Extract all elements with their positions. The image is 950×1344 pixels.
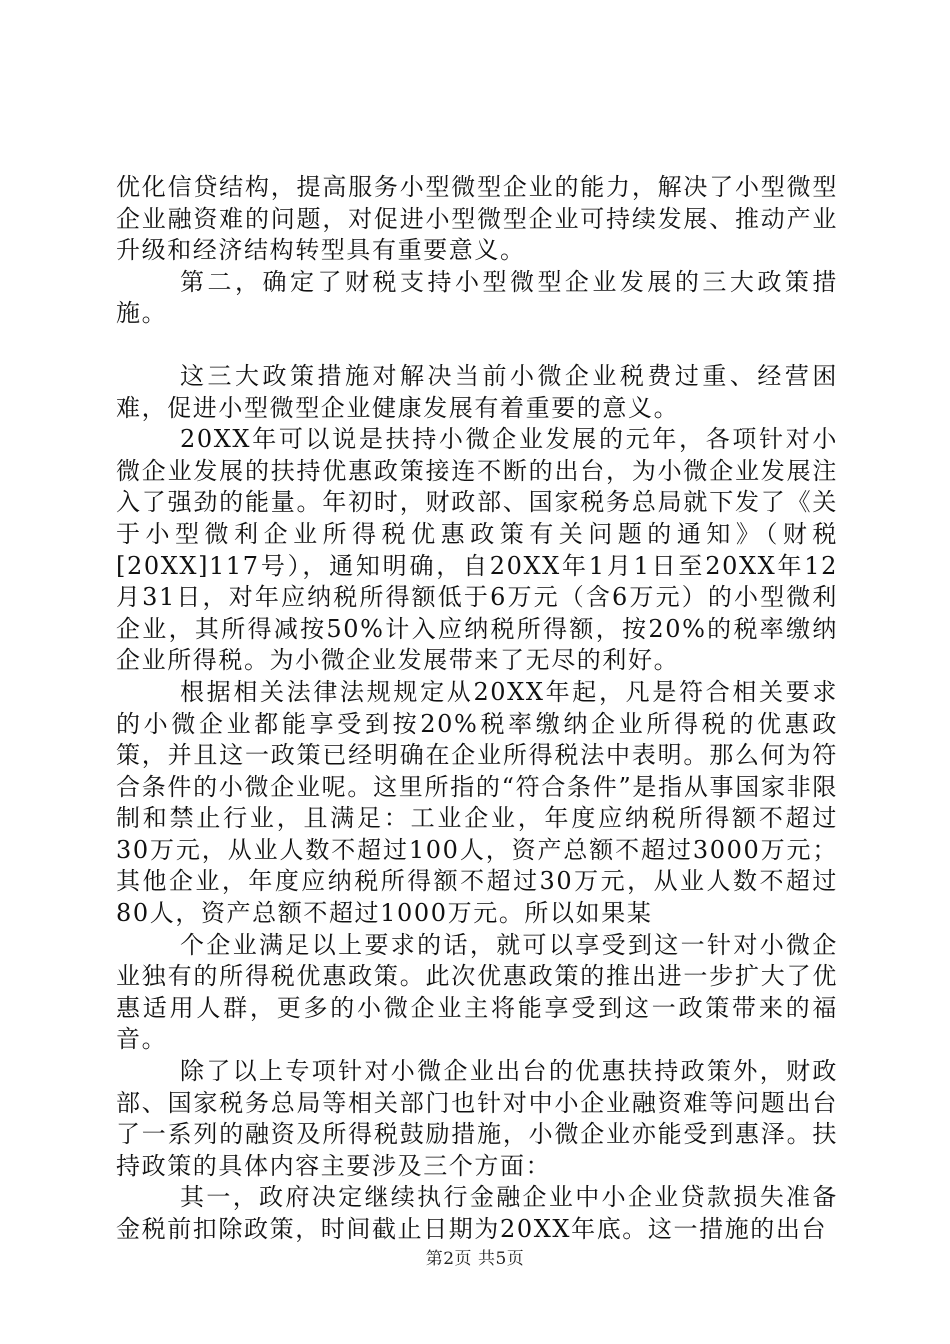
paragraph-first-item: 其一，政府决定继续执行金融企业中小企业贷款损失准备金税前扣除政策，时间截止日期为20XX年底。这一措施的出台 bbox=[116, 1183, 838, 1243]
blank-line bbox=[116, 330, 838, 361]
paragraph-eligibility: 根据相关法律法规规定从20XX年起，凡是符合相关要求的小微企业都能享受到按20%税率缴纳企业所得税的优惠政策，并且这一政策已经明确在企业所得税法中表明。那么何为符合条件的小微企业呢。这里所指的“符合条件”是指从事国家非限制和禁止行业，且满足：工业企业，年度应纳税所得额不超过30万元，从业人数不超过100人，资产总额不超过3000万元；其他企业，年度应纳税所得额不超过30万元，从业人数不超过80人，资产总额不超过1000万元。所以如果某 bbox=[116, 677, 838, 928]
page-number: 第2页 共5页 bbox=[425, 1249, 525, 1269]
paragraph-continuation: 优化信贷结构，提高服务小型微型企业的能力，解决了小型微型企业融资难的问题，对促进小型微型企业可持续发展、推动产业升级和经济结构转型具有重要意义。 bbox=[116, 173, 838, 265]
paragraph-other-policies: 除了以上专项针对小微企业出台的优惠扶持政策外，财政部、国家税务总局等相关部门也针对中小企业融资难等问题出台了一系列的融资及所得税鼓励措施，小微企业亦能受到惠泽。扶持政策的具体内容主要涉及三个方面： bbox=[116, 1057, 838, 1180]
document-body bbox=[116, 172, 838, 1246]
paragraph-three-measures: 这三大政策措施对解决当前小微企业税费过重、经营困难，促进小型微型企业健康发展有着重要的意义。 bbox=[116, 361, 838, 422]
paragraph-first-year: 20XX年可以说是扶持小微企业发展的元年，各项针对小微企业发展的扶持优惠政策接连不断的出台，为小微企业发展注入了强劲的能量。年初时，财政部、国家税务总局就下发了《关于小型微利企业所得税优惠政策有关问题的通知》（财税[20XX]117号），通知明确，自20XX年1月1日至20XX年12月31日，对年应纳税所得额低于6万元（含6万元）的小型微利企业，其所得减按50%计入应纳税所得额，按20%的税率缴纳企业所得税。为小微企业发展带来了无尽的利好。 bbox=[116, 425, 838, 675]
paragraph-second-measure: 第二，确定了财税支持小型微型企业发展的三大政策措施。 bbox=[116, 267, 838, 328]
paragraph-benefit: 个企业满足以上要求的话，就可以享受到这一针对小微企业独有的所得税优惠政策。此次优惠政策的推出进一步扩大了优惠适用人群，更多的小微企业主将能享受到这一政策带来的福音。 bbox=[116, 930, 838, 1054]
